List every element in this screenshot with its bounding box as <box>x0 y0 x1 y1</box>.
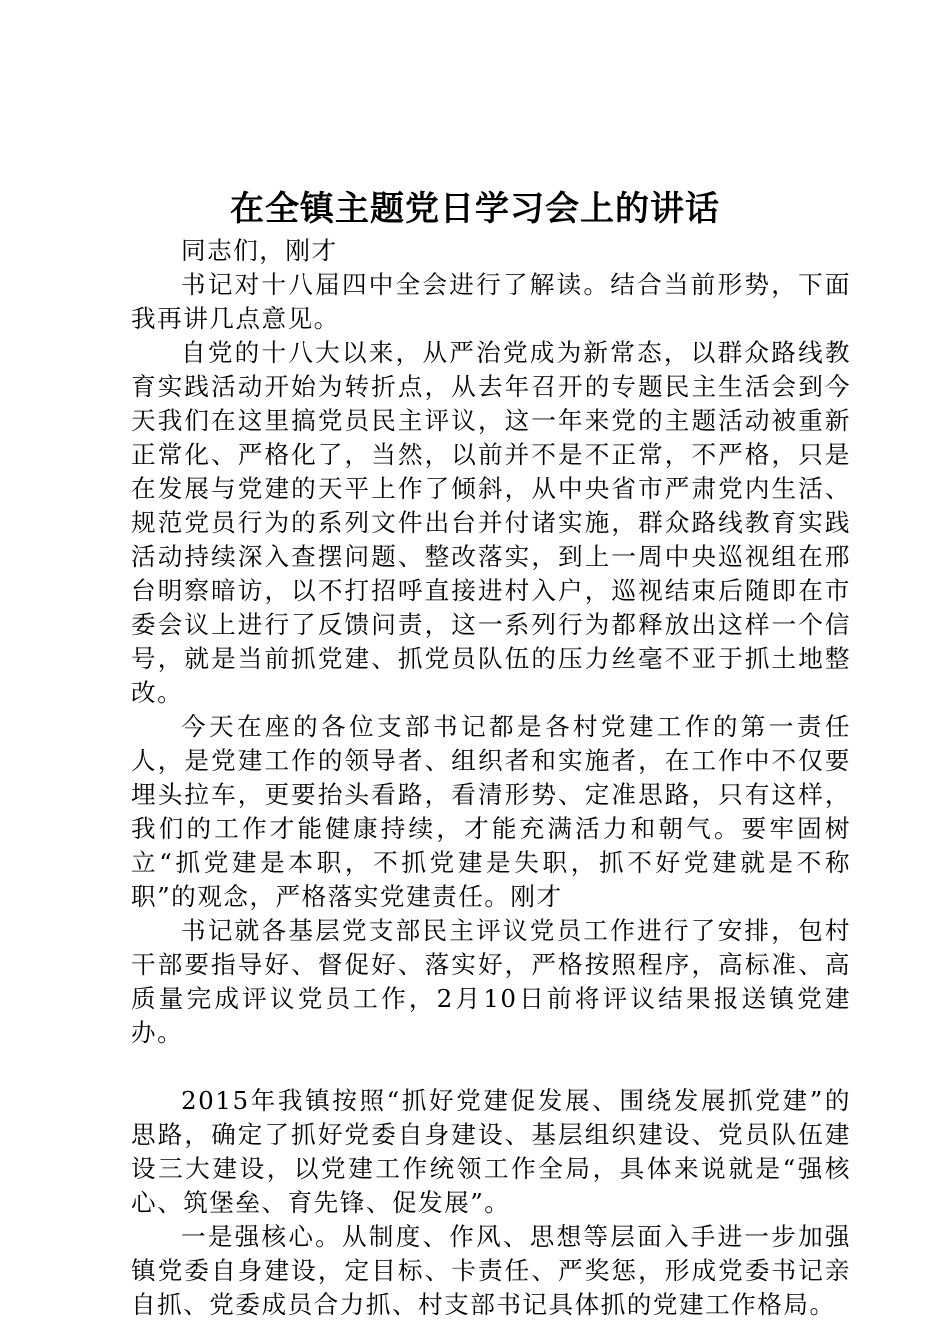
paragraph-plan-2015: 2015年我镇按照“抓好党建促发展、围绕发展抓党建”的思路，确定了抓好党委自身建设、基层组织建设、党员队伍建设三大建设，以党建工作统领工作全局，具体来说就是“强核心、筑堡垒、育先锋、促发展”。 <box>131 1086 851 1217</box>
document-body <box>131 234 851 1322</box>
paragraph-background: 自党的十八大以来，从严治党成为新常态，以群众路线教育实践活动开始为转折点，从去年召开的专题民主生活会到今天我们在这里搞党员民主评议，这一年来党的主题活动被重新正常化、严格化了，当然，以前并不是不正常，不严格，只是在发展与党建的天平上作了倾斜，从中央省市严肃党内生活、规范党员行为的系列文件出台并付诸实施，群众路线教育实践活动持续深入查摆问题、整改落实，到上一周中央巡视组在邢台明察暗访，以不打招呼直接进村入户，巡视结束后随即在市委会议上进行了反馈问责，这一系列行为都释放出这样一个信号，就是当前抓党建、抓党员队伍的压力丝毫不亚于抓土地整改。 <box>131 338 851 707</box>
paragraph-responsibility: 今天在座的各位支部书记都是各村党建工作的第一责任人，是党建工作的领导者、组织者和实施者，在工作中不仅要埋头拉车，更要抬头看路，看清形势、定准思路，只有这样，我们的工作才能健康持续，才能充满活力和朝气。要牢固树立“抓党建是本职，不抓党建是失职，抓不好党建就是不称职”的观念，严格落实党建责任。刚才 <box>131 712 851 911</box>
paragraph-intro: 书记对十八届四中全会进行了解读。结合当前形势，下面我再讲几点意见。 <box>131 270 851 333</box>
document-title: 在全镇主题党日学习会上的讲话 <box>230 189 720 229</box>
paragraph-strengthen-core: 一是强核心。从制度、作风、思想等层面入手进一步加强镇党委自身建设，定目标、卡责任、严奖惩，形成党委书记亲自抓、党委成员合力抓、村支部书记具体抓的党建工作格局。 <box>131 1222 851 1319</box>
paragraph-evaluation: 书记就各基层党支部民主评议党员工作进行了安排，包村干部要指导好、督促好、落实好，严格按照程序，高标准、高质量完成评议党员工作，2月10日前将评议结果报送镇党建办。 <box>131 916 851 1047</box>
paragraph-greeting: 同志们，刚才 <box>181 236 338 265</box>
